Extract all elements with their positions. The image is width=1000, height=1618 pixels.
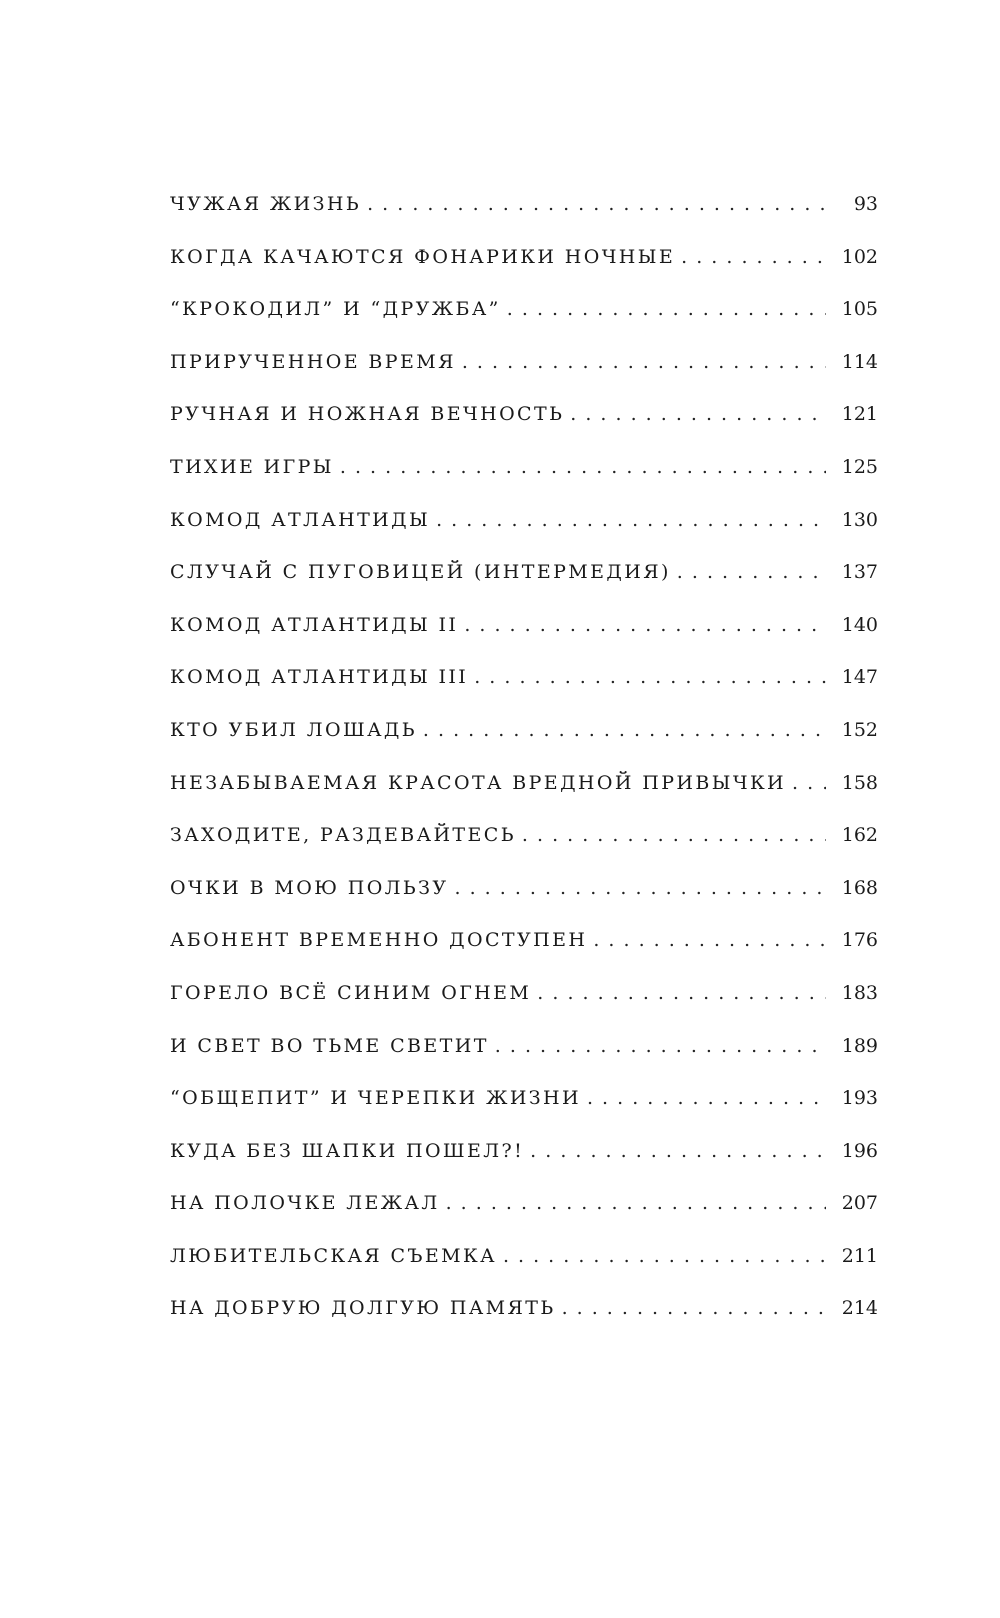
toc-entry (170, 351, 878, 404)
toc-entry-page: 152 (841, 718, 878, 741)
toc-entry-title: НА ПОЛОЧКЕ ЛЕЖАЛ (170, 1192, 440, 1215)
toc-entry-page: 193 (841, 1087, 878, 1110)
toc-entry-page: 140 (841, 613, 878, 636)
toc-entry-page: 158 (841, 771, 878, 794)
toc-dot-leader (462, 351, 826, 373)
toc-dot-leader (522, 824, 826, 846)
toc-entry (170, 1245, 878, 1298)
toc-dot-leader (503, 1245, 826, 1267)
toc-entry-title: РУЧНАЯ И НОЖНАЯ ВЕЧНОСТЬ (170, 403, 565, 426)
toc-dot-leader (562, 1297, 826, 1319)
toc-dot-leader (537, 982, 826, 1004)
toc-entry-title: ГОРЕЛО ВСЁ СИНИМ ОГНЕМ (170, 981, 532, 1004)
toc-entry-title: ТИХИЕ ИГРЫ (170, 455, 334, 478)
toc-entry-title: КОМОД АТЛАНТИДЫ III (170, 666, 469, 689)
toc-entry (170, 1087, 878, 1140)
toc-entry-page: 189 (841, 1034, 878, 1057)
toc-entry-page: 121 (841, 403, 878, 426)
toc-entry (170, 1192, 878, 1245)
toc-entry-page: 176 (841, 929, 878, 952)
toc-dot-leader (593, 929, 826, 951)
toc-dot-leader (495, 1035, 826, 1057)
toc-entry-page: 196 (841, 1139, 878, 1162)
toc-dot-leader (423, 719, 826, 741)
toc-entry (170, 614, 878, 667)
toc-entry (170, 666, 878, 719)
toc-dot-leader (464, 614, 826, 636)
toc-entry-title: КУДА БЕЗ ШАПКИ ПОШЕЛ?! (170, 1139, 525, 1162)
toc-entry-title: СЛУЧАЙ С ПУГОВИЦЕЙ (ИНТЕРМЕДИЯ) (170, 561, 671, 584)
toc-entry-page: 105 (841, 298, 878, 321)
toc-entry (170, 1035, 878, 1088)
toc-dot-leader (792, 772, 826, 794)
toc-entry-title: ЛЮБИТЕЛЬСКАЯ СЪЕМКА (170, 1244, 497, 1267)
toc-entry (170, 298, 878, 351)
toc-entry-title: “ОБЩЕПИТ” И ЧЕРЕПКИ ЖИЗНИ (170, 1087, 581, 1110)
toc-dot-leader (367, 193, 826, 215)
toc-entry (170, 877, 878, 930)
toc-entry-page: 130 (841, 508, 878, 531)
toc-dot-leader (446, 1192, 826, 1214)
toc-entry-page: 93 (853, 193, 878, 215)
toc-entry-page: 147 (841, 666, 878, 689)
toc-entry-title: АБОНЕНТ ВРЕМЕННО ДОСТУПЕН (170, 929, 588, 952)
toc-entry (170, 403, 878, 456)
toc-entry-title: НА ДОБРУЮ ДОЛГУЮ ПАМЯТЬ (170, 1297, 556, 1320)
toc-entry-page: 214 (841, 1297, 878, 1320)
toc-entry-page: 183 (841, 981, 878, 1004)
toc-entry-title: ПРИРУЧЕННОЕ ВРЕМЯ (170, 350, 456, 373)
toc-entry-page: 162 (841, 824, 878, 847)
toc-dot-leader (677, 561, 826, 583)
toc-entry (170, 193, 878, 246)
toc-dot-leader (530, 1140, 826, 1162)
toc-entry-page: 211 (841, 1244, 878, 1267)
toc-dot-leader (340, 456, 826, 478)
toc-entry (170, 719, 878, 772)
toc-entry-page: 137 (841, 561, 878, 584)
toc-entry (170, 1297, 878, 1350)
toc-entry-title: НЕЗАБЫВАЕМАЯ КРАСОТА ВРЕДНОЙ ПРИВЫЧКИ (170, 771, 787, 794)
toc-entry-page: 125 (841, 455, 878, 478)
toc-entry-title: И СВЕТ ВО ТЬМЕ СВЕТИТ (170, 1034, 489, 1057)
toc-entry-title: “КРОКОДИЛ” И “ДРУЖБА” (170, 298, 501, 321)
toc-dot-leader (681, 246, 826, 268)
toc-entry (170, 246, 878, 299)
toc-entry (170, 982, 878, 1035)
toc-entry-page: 114 (841, 350, 878, 373)
toc-entry-title: КОМОД АТЛАНТИДЫ II (170, 613, 459, 636)
toc-entry-title: КТО УБИЛ ЛОШАДЬ (170, 718, 417, 741)
toc-entry (170, 1140, 878, 1193)
toc-entry-title: КОМОД АТЛАНТИДЫ (170, 508, 431, 531)
table-of-contents (170, 193, 878, 1350)
toc-entry (170, 772, 878, 825)
toc-dot-leader (436, 509, 826, 531)
toc-entry-title: ЗАХОДИТЕ, РАЗДЕВАЙТЕСЬ (170, 824, 516, 847)
toc-entry-title: ОЧКИ В МОЮ ПОЛЬЗУ (170, 876, 449, 899)
toc-dot-leader (507, 298, 826, 320)
toc-entry (170, 929, 878, 982)
toc-entry (170, 824, 878, 877)
toc-entry (170, 456, 878, 509)
toc-entry-page: 168 (841, 876, 878, 899)
toc-dot-leader (455, 877, 827, 899)
toc-entry-title: ЧУЖАЯ ЖИЗНЬ (170, 193, 362, 215)
toc-entry-title: КОГДА КАЧАЮТСЯ ФОНАРИКИ НОЧНЫЕ (170, 245, 676, 268)
toc-entry (170, 509, 878, 562)
toc-dot-leader (474, 666, 826, 688)
toc-dot-leader (587, 1087, 826, 1109)
toc-entry-page: 102 (841, 245, 878, 268)
toc-entry-page: 207 (841, 1192, 878, 1215)
toc-entry (170, 561, 878, 614)
toc-dot-leader (570, 403, 826, 425)
